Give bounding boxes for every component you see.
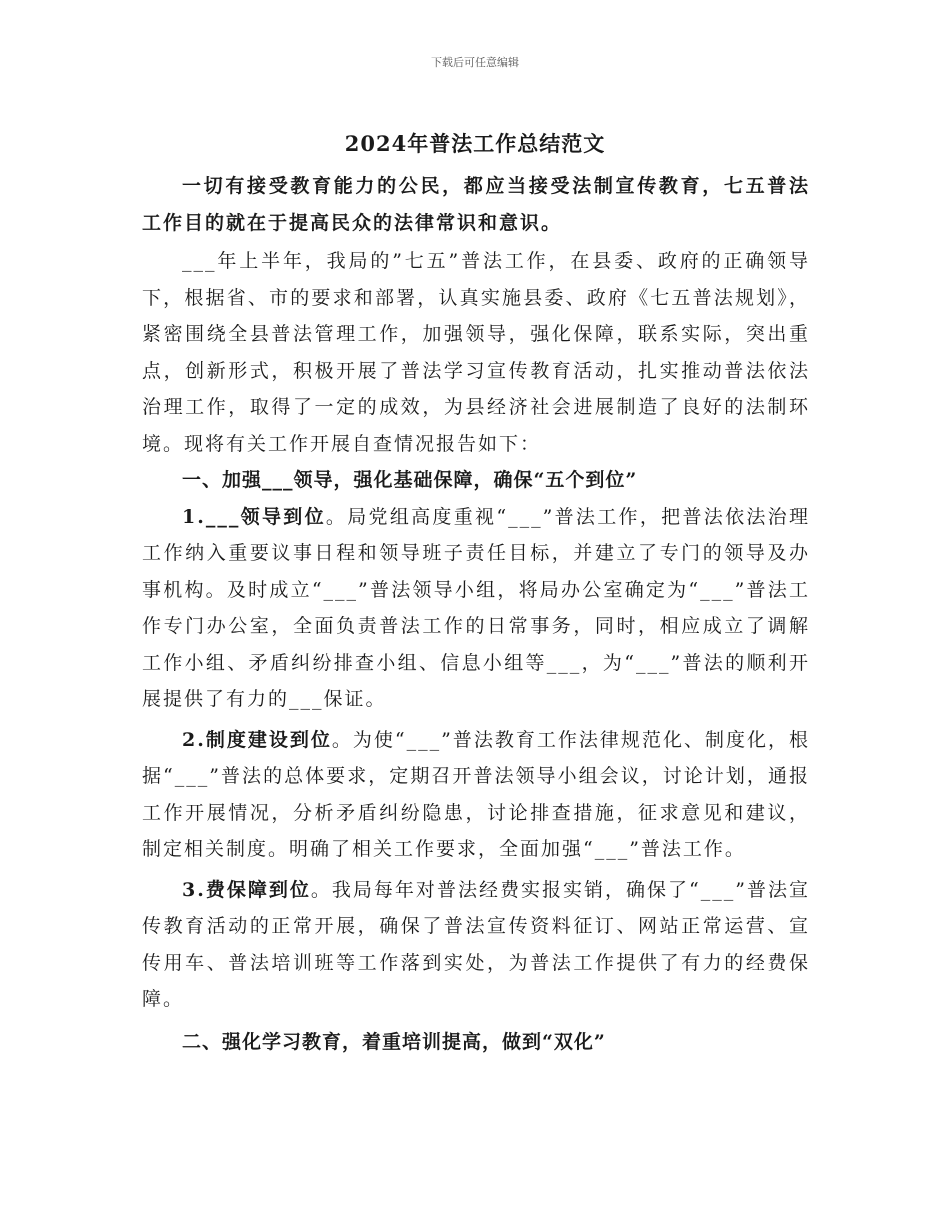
item-2-label: 2.制度建设到位 [182, 728, 332, 751]
item-2-text: 。为使“___”普法教育工作法律规范化、制度化，根据“___”普法的总体要求，定期召开普法领导小组会议，讨论计划，通报工作开展情况，分析矛盾纠纷隐患，讨论排查措施，征求意见和建议，制定相关制度。明确了相关工作要求，全面加强“___”普法工作。 [142, 728, 810, 860]
document-title: 2024年普法工作总结范文 [344, 131, 606, 156]
item-1-text: 。局党组高度重视“___”普法工作，把普法依法治理工作纳入重要议事日程和领导班子责任目标，并建立了专门的领导及办事机构。及时成立“___”普法领导小组，将局办公室确定为“___”普法工作专门办公室，全面负责普法工作的日常事务，同时，相应成立了调解工作小组、矛盾纠纷排查小组、信息小组等___，为“___”普法的顺利开展提供了有力的___保证。 [142, 505, 810, 710]
paragraph-overview: ___年上半年，我局的”七五”普法工作，在县委、政府的正确领导下，根据省、市的要求和部署，认真实施县委、政府《七五普法规划》，紧密围绕全县普法管理工作，加强领导，强化保障，联系实际，突出重点，创新形式，积极开展了普法学习宣传教育活动，扎实推动普法依法治理工作，取得了一定的成效，为县经济社会进展制造了良好的法制环境。现将有关工作开展自查情况报告如下： [142, 250, 810, 455]
item-3 [142, 872, 810, 1018]
header-note: 下载后可任意编辑 [431, 56, 519, 69]
section-heading-1: 一、加强___领导，强化基础保障，确保“五个到位” [182, 469, 638, 491]
section-heading-2: 二、强化学习教育，着重培训提高，做到“双化” [182, 1030, 606, 1053]
item-2 [142, 722, 810, 868]
item-3-label: 3.费保障到位 [182, 878, 311, 901]
document-body [142, 168, 810, 1060]
item-1 [142, 499, 810, 718]
item-3-text: 。我局每年对普法经费实报实销，确保了“___”普法宣传教育活动的正常开展，确保了普法宣传资料征订、网站正常运营、宣传用车、普法培训班等工作落到实处，为普法工作提供了有力的经费保障。 [142, 878, 810, 1010]
intro-paragraph: 一切有接受教育能力的公民，都应当接受法制宣传教育，七五普法工作目的就在于提高民众的法律常识和意识。 [142, 175, 810, 234]
item-1-label: 1.___领导到位 [182, 505, 326, 528]
